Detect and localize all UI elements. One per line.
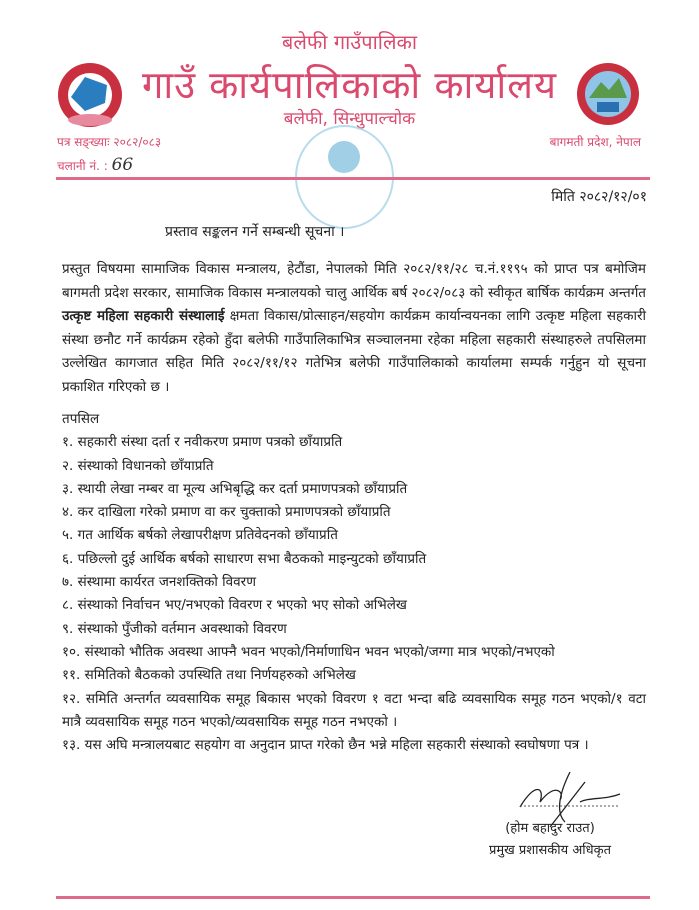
list-item: १०. संस्थाको भौतिक अवस्था आफ्नै भवन भएको/निर्माणाधिन भवन भएको/जग्गा मात्र भएको/नभएको xyxy=(62,643,555,660)
signatory-name: (होम बहादुर राउत) xyxy=(505,821,595,836)
province-name: बागमती प्रदेश, नेपाल xyxy=(549,135,641,149)
list-item: ७. संस्थामा कार्यरत जनशक्तिको विवरण xyxy=(62,574,256,591)
body-text: प्रस्तुत विषयमा सामाजिक विकास मन्त्रालय, हेटौंडा, नेपालको मिति २०८२/११/२८ च.नं.११९५ को प्राप्त पत्र बमोजिम बागमती प्रदेश सरकार, सामाजिक विकास मन्त्रालयको चालु आर्थिक बर्ष २०८२/०८३ को स्वीकृत बार्षिक कार्यक्रम अन्तर्गत xyxy=(62,261,646,301)
header-divider xyxy=(56,177,650,180)
letter-date: मिति २०८२/१२/०१ xyxy=(551,189,647,205)
list-item: ६. पछिल्लो दुई आर्थिक बर्षको साधारण सभा बैठकको माइन्युटको छाँयाप्रति xyxy=(62,550,427,567)
office-address: बलेफी, सिन्धुपाल्चोक xyxy=(283,109,416,129)
body-bold-text: उत्कृष्ट महिला सहकारी संस्थालाई xyxy=(62,308,225,324)
annex-list xyxy=(62,408,646,757)
letter-number-value: २०८२/०८३ xyxy=(113,135,162,149)
list-item: ११. समितिको बैठकको उपस्थिति तथा निर्णयहरुको अभिलेख xyxy=(62,667,356,684)
list-item: ५. गत आर्थिक बर्षको लेखापरीक्षण प्रतिवेदनको छाँयाप्रति xyxy=(62,527,338,544)
list-item: १२. समिति अन्तर्गत व्यवसायिक समूह बिकास भएको विवरण १ वटा भन्दा बढि व्यवसायिक समूह गठन भएको/१ वटा मात्रै व्यवसायिक समूह गठन भएको/व्यवसायिक समूह गठन नभएको । xyxy=(62,690,646,730)
office-title: गाउँ कार्यपालिकाको कार्यालय xyxy=(141,63,558,107)
dispatch-number-value: 66 xyxy=(111,155,134,175)
letter-number xyxy=(57,133,161,150)
signatory-designation: प्रमुख प्रशासकीय अधिकृत xyxy=(488,843,612,858)
list-item: ४. कर दाखिला गरेको प्रमाण वा कर चुक्ताको प्रमाणपत्रको छाँयाप्रति xyxy=(62,504,391,521)
footer-divider xyxy=(56,896,650,899)
subject-line: प्रस्ताव सङ्कलन गर्ने सम्बन्धी सूचना । xyxy=(165,224,345,240)
signatory-block xyxy=(470,818,630,862)
list-item: ३. स्थायी लेखा नम्बर वा मूल्य अभिबृद्धि कर दर्ता प्रमाणपत्रको छाँयाप्रति xyxy=(62,480,408,497)
body-paragraph xyxy=(62,258,646,399)
municipality-name: बलेफी गाउँपालिका xyxy=(281,30,418,54)
dispatch-number-label: चलानी नं. : xyxy=(57,159,108,173)
list-item: २. संस्थाको विधानको छाँयाप्रति xyxy=(62,457,214,474)
body-text: क्षमता विकास/प्रोत्साहन/सहयोग कार्यक्रम कार्यान्वयनका लागि उत्कृष्ट महिला सहकारी संस्था छनौट गर्ने कार्यक्रम रहेको हुँदा बलेफी गाउँपालिकाभित्र सञ्चालनमा रहेका महिला सहकारी संस्थाहरुले तपसिलमा उल्लेखित कागजात सहित मिति २०८२/११/१२ गतेभित्र बलेफी गाउँपालिकाको कार्यालमा सम्पर्क गर्नुहुन यो सूचना प्रकाशित गरिएको छ । xyxy=(62,308,647,395)
list-item: १३. यस अघि मन्त्रालयबाट सहयोग वा अनुदान प्राप्त गरेको छैन भन्ने महिला सहकारी संस्थाको स्वघोषणा पत्र । xyxy=(62,737,589,754)
list-item: ८. संस्थाको निर्वाचन भए/नभएको विवरण र भएको भए सोको अभिलेख xyxy=(62,597,407,614)
dispatch-number xyxy=(57,155,133,175)
list-item: १. सहकारी संस्था दर्ता र नवीकरण प्रमाण पत्रको छाँयाप्रति xyxy=(62,434,343,451)
list-item: ९. संस्थाको पुँजीको वर्तमान अवस्थाको विवरण xyxy=(62,620,287,637)
annex-title: तपसिल xyxy=(62,411,100,427)
letter-number-label: पत्र सङ्ख्याः xyxy=(57,135,110,149)
